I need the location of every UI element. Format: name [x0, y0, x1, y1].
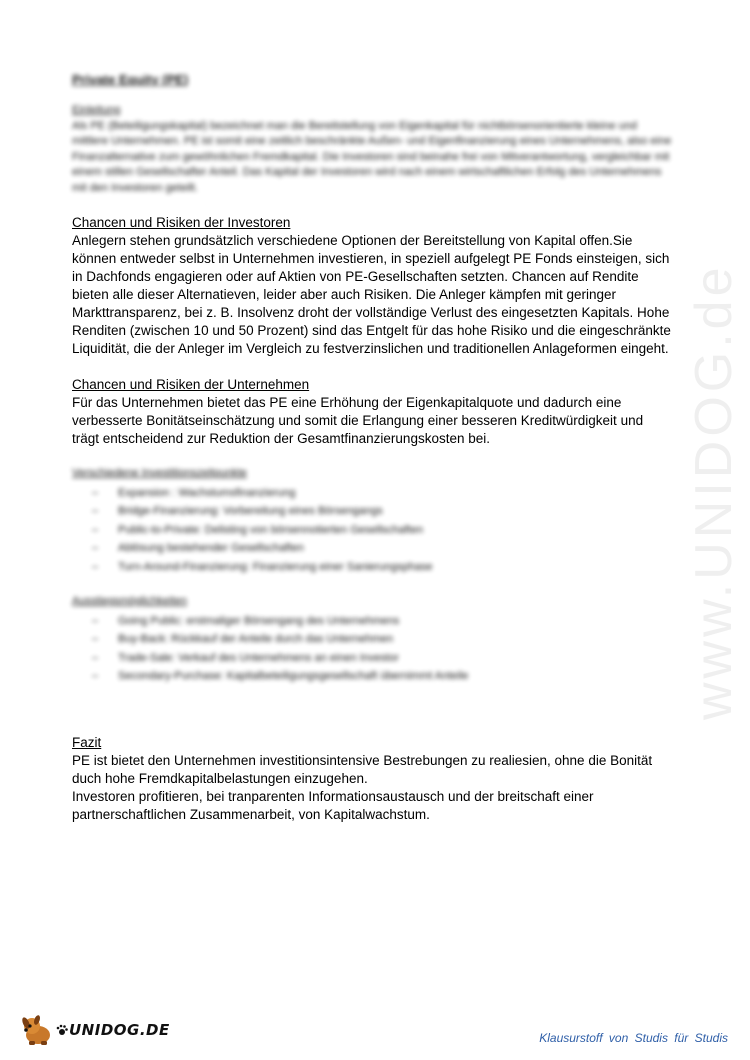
list-item: – Expansion : Wachstumsfinanzierung: [72, 484, 672, 503]
section-companies: [72, 376, 672, 448]
logo-text: UNIDOG.DE: [69, 1021, 170, 1039]
paw-icon: [56, 1024, 68, 1036]
list-item: – Bridge-Finanzierung: Vorbereitung eines Börsengangs: [72, 502, 672, 521]
investment-times-list: [72, 484, 672, 577]
section-intro: [72, 103, 672, 196]
list-item: – Buy-Back: Rückkauf der Anteile durch das Unternehmen: [72, 630, 672, 649]
list-item: – Ablösung bestehender Gesellschaften: [72, 539, 672, 558]
document-title: Private Equity (PE): [72, 72, 189, 87]
list-item: – Trade-Sale: Verkauf des Unternehmens an einen Investor: [72, 649, 672, 668]
footer-tagline: Klausurstoff von Studis für Studis: [539, 1031, 728, 1045]
section-investment-times: [72, 466, 672, 576]
section-exits: [72, 594, 672, 686]
dog-icon: [20, 1014, 56, 1046]
section-conclusion: [72, 734, 672, 824]
section-heading-intro: Einleitung: [72, 104, 121, 116]
section-investors: [72, 214, 672, 358]
list-item: – Going Public: erstmaliger Börsengang des Unternehmens: [72, 612, 672, 631]
list-item: – Secondary-Purchase: Kapitalbeteiligungsgesellschaft übernimmt Anteile: [72, 667, 672, 686]
section-heading-investment-times: Verschiedene Investitionszeitpunkte: [72, 467, 247, 479]
section-text-intro: Als PE (Beteiligungskapital) bezeichnet man die Bereitstellung von Eigenkapital für nichtbörsenorientierte kleine und mittlere Unternehmen. PE ist somit eine zeitlich beschränkte Außen- und Eigenfinanzierung eines Unternehmens, also eine Finanzalternative zum gewöhnlichen Fremdkapital. Die Investoren sind beinahe frei von Mitverantwortung, vergleichbar mit einem stillen Gesellschafter Anteil. Das Kapital der Investoren wird nach einem wirtschaftlichen Erfolg des Unternehmens mit den Investoren geteilt.: [72, 119, 672, 194]
section-heading-investors: Chancen und Risiken der Investoren: [72, 215, 291, 230]
section-heading-companies: Chancen und Risiken der Unternehmen: [72, 377, 310, 392]
section-text-investors: Anlegern stehen grundsätzlich verschiedene Optionen der Bereitstellung von Kapital offen.Sie können entweder selbst in Unternehmen investieren, in speziell aufgelegt PE Fonds einsteigen, sich in Dachfonds engagieren oder auf Aktien von PE-Gesellschaften setzten. Chancen auf Rendite bieten alle dieser Alternatieven, leider aber auch Risiken. Die Anleger kämpfen mit geringer Markttransparenz, bei z. B. Insolvenz droht der vollständige Verlust des eingesetzten Kapitals. Hohe Renditen (zwischen 10 und 50 Prozent) sind das Entgelt für das hohe Risiko und die eingeschränkte Liquidität, die der Anleger im Vergleich zu festverzinslichen und traditionellen Anlageformen eingeht.: [72, 233, 671, 356]
conclusion-line-2: Investoren profitieren, bei tranparenten Informationsaustausch und der breitschaft einer partnerschaftlichen Zusammenarbeit, von Kapitalwachstum.: [72, 788, 594, 822]
list-item: – Public-to-Private: Delisting von börsennotierten Gesellschaften: [72, 521, 672, 540]
conclusion-line-1: PE ist bietet den Unternehmen investitionsintensive Bestrebungen zu realiesien, ohne die Bonität duch hohe Fremdkapitalbelastungen einzugehen.: [72, 752, 653, 786]
section-text-companies: Für das Unternehmen bietet das PE eine Erhöhung der Eigenkapitalquote und dadurch eine verbesserte Bonitätseinschätzung und somit die Erlangung einer besseren Kreditwürdigkeit und trägt entscheidend zur Reduktion der Gesamtfinanzierungskosten bei.: [72, 395, 644, 446]
document-content: [72, 72, 672, 842]
unidog-logo: [20, 1014, 170, 1046]
exits-list: [72, 612, 672, 686]
list-item: – Turn-Around-Finanzierung: Finanzierung einer Sanierungsphase: [72, 558, 672, 577]
section-heading-conclusion: Fazit: [72, 734, 102, 750]
watermark-text: www.UNIDOG.de: [685, 263, 743, 720]
section-heading-exits: Ausstiegsmöglichkeiten: [72, 595, 187, 607]
